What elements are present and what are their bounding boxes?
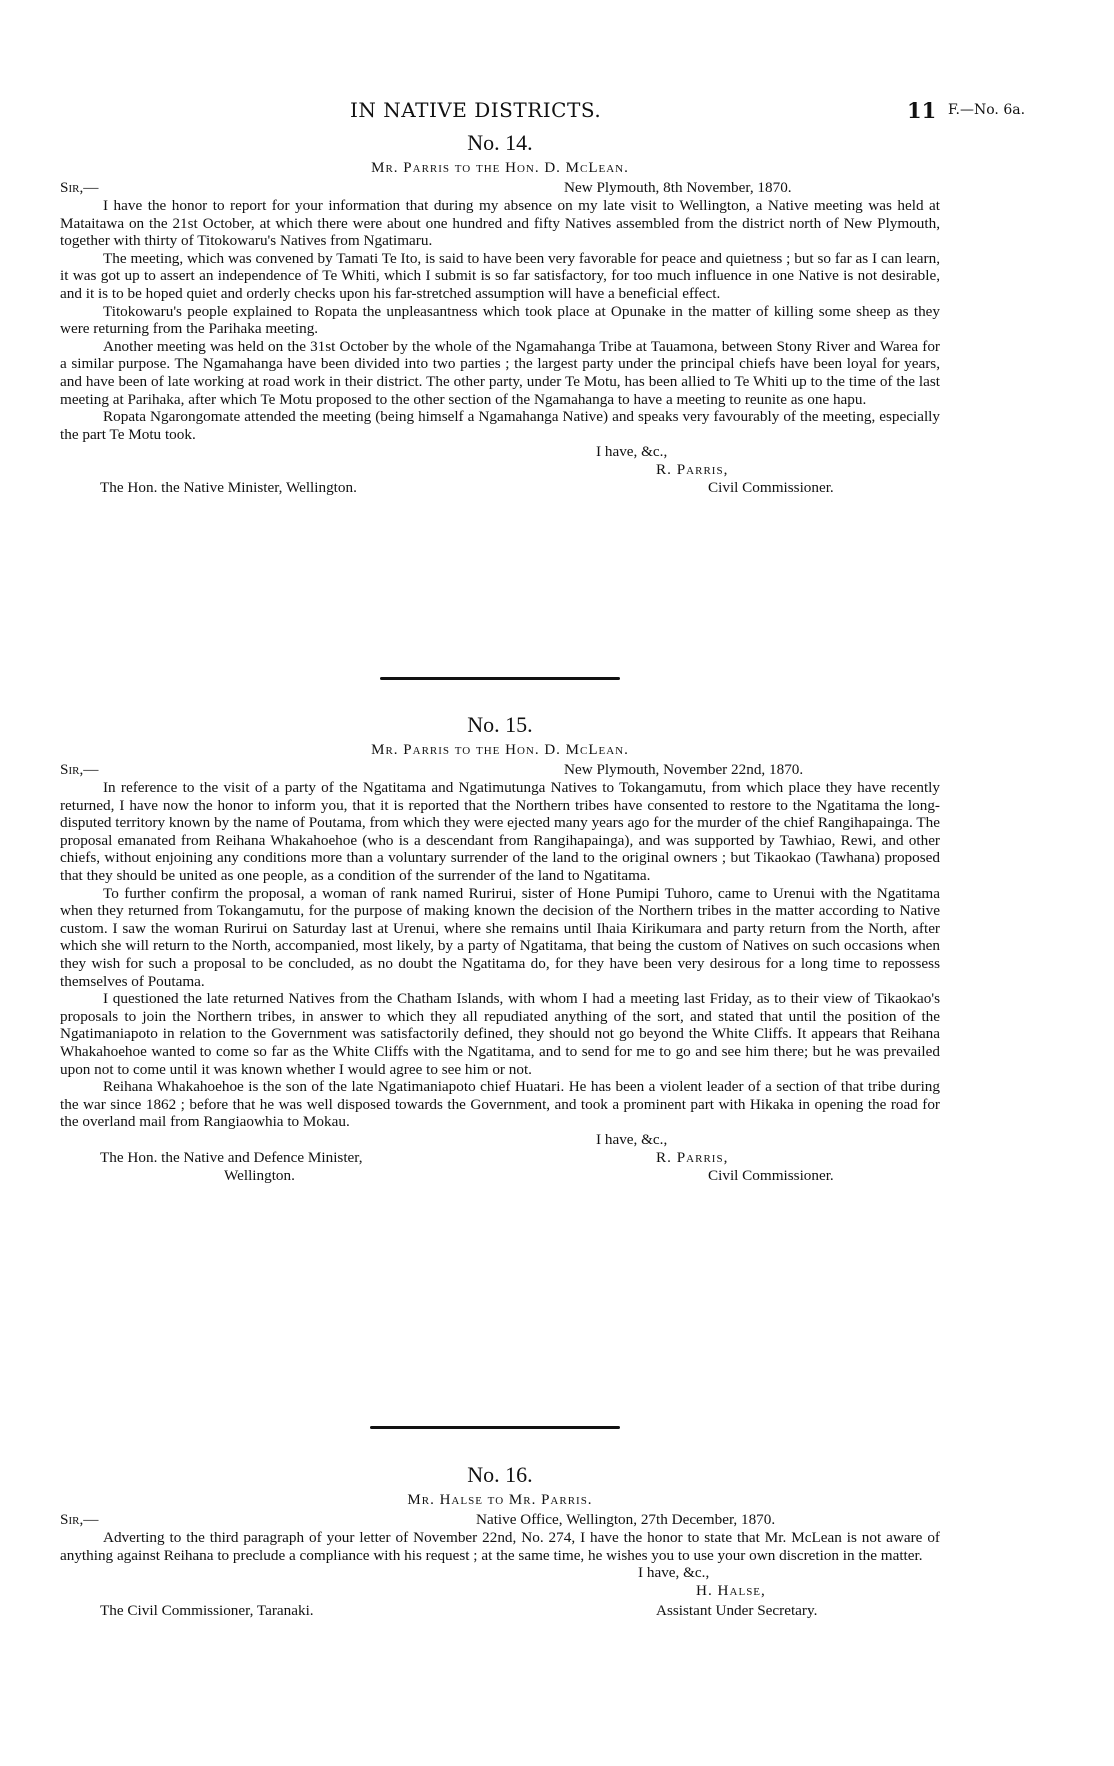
paragraph: I questioned the late returned Natives from the Chatham Islands, with whom I had a meeting last Friday, as to their view of Tikaokao's proposals to join the Northern tribes, in answer to which they all repudiated anything of the sort, and stated that until the position of the Ngatimaniapoto in relation to the Government was satisfactorily defined, they should not go beyond the White Cliffs. It appears that Reihana Whakahoehoe wanted to come so far as the White Cliffs with the Ngatitama, and to send for me to go and see him there; but he was prevailed upon not to come until it was known whether I would agree to see him or not. bbox=[60, 990, 940, 1078]
paragraph: Titokowaru's people explained to Ropata the unpleasantness which took place at Opunake in the matter of killing some sheep as they were returning from the Parihaka meeting. bbox=[60, 302, 940, 338]
dateline: New Plymouth, 8th November, 1870. bbox=[564, 179, 792, 196]
paragraph: I have the honor to report for your information that during my absence on my late visit to Wellington, a Native meeting was held at Mataitawa on the 21st October, at which there were about one hundred and fifty Natives assembled from the district north of New Plymouth, together with thirty of Titokowaru's Natives from Ngatimaru. bbox=[60, 197, 940, 250]
paragraph: Ropata Ngarongomate attended the meeting (being himself a Ngamahanga Native) and speaks very favourably of the meeting, especially the part Te Motu took. bbox=[60, 408, 940, 443]
closing: I have, &c., bbox=[596, 1130, 668, 1148]
salutation-line bbox=[60, 178, 940, 197]
letter-number: No. 15. bbox=[467, 712, 533, 737]
signature-block bbox=[60, 1564, 940, 1636]
closing: I have, &c., bbox=[596, 443, 668, 461]
salutation-line bbox=[60, 1510, 940, 1529]
salutation-line bbox=[60, 760, 940, 779]
salutation: Sir,— bbox=[60, 761, 99, 778]
paragraph: To further confirm the proposal, a woman of rank named Rurirui, sister of Hone Pumipi Tuhoro, came to Urenui with the Ngatitama when they returned from Tokangamutu, for the purpose of making known the decision of the Northern tribes in the matter according to Native custom. I saw the woman Rurirui on Saturday last at Urenui, where she remains until Ihaia Kirikumara and party return from the North, after which she will return to the North, accompanied, most likely, by a party of Ngatitama, that being the custom of Natives on such occasions when they wish for such a proposal to be concluded, as no doubt the Ngatitama do, for they have been very desirous for a long time to repossess themselves of Poutama. bbox=[60, 884, 940, 990]
dateline: Native Office, Wellington, 27th December, 1870. bbox=[476, 1511, 776, 1528]
signer-title: Civil Commissioner. bbox=[708, 479, 834, 497]
signer: R. Parris, bbox=[656, 461, 729, 479]
letter-body bbox=[60, 1529, 940, 1564]
addressee: The Hon. the Native Minister, Wellington. bbox=[100, 479, 357, 497]
paragraph: In reference to the visit of a party of the Ngatitama and Ngatimutunga Natives to Tokangamutu, from which place they have recently returned, I have now the honor to inform you, that it is reported that the Northern tribes have consented to restore to the Ngatitama the long-disputed territory known by the name of Poutama, from which they were ejected many years ago for the murder of the chief Rangihapainga. The proposal emanated from Reihana Whakahoehoe (who is a descendant from Rangihapainga), and was supported by Tawhiao, Rewi, and other chiefs, without enjoining any conditions more than a voluntary surrender of the land to the original owners ; but Tikaokao (Tawhana) proposed that they should be united as one people, as a condition of the surrender of the land to Ngatitama. bbox=[60, 779, 940, 884]
letter-heading: Mr. Parris to the Hon. D. McLean. bbox=[371, 160, 629, 176]
paragraph: Reihana Whakahoehoe is the son of the late Ngatimaniapoto chief Huatari. He has been a violent leader of a section of that tribe during the war since 1862 ; before that he was well disposed towards the Government, and took a prominent part with Hikaka in opening the road for the overland mail from Rangiaowhia to Mokau. bbox=[60, 1078, 940, 1131]
signer-title: Civil Commissioner. bbox=[708, 1166, 834, 1184]
letter-body bbox=[60, 197, 940, 443]
letter-number: No. 16. bbox=[467, 1462, 533, 1487]
letter-no-16 bbox=[60, 1460, 940, 1636]
salutation: Sir,— bbox=[60, 179, 99, 196]
paragraph: Adverting to the third paragraph of your letter of November 22nd, No. 274, I have the honor to state that Mr. McLean is not aware of anything against Reihana to preclude a compliance with his request ; at the same time, he wishes you to use your own discretion in the matter. bbox=[60, 1529, 940, 1564]
section-divider bbox=[370, 1426, 620, 1429]
letter-heading: Mr. Halse to Mr. Parris. bbox=[407, 1492, 593, 1508]
page-number: 11 bbox=[907, 98, 937, 123]
section-divider bbox=[380, 677, 620, 680]
letter-no-14 bbox=[60, 128, 940, 497]
closing: I have, &c., bbox=[638, 1564, 710, 1582]
letter-body bbox=[60, 779, 940, 1131]
signer-title: Assistant Under Secretary. bbox=[656, 1602, 818, 1620]
signer: H. Halse, bbox=[696, 1582, 766, 1600]
letter-heading: Mr. Parris to the Hon. D. McLean. bbox=[371, 742, 629, 758]
letter-number: No. 14. bbox=[467, 130, 533, 155]
signature-block bbox=[60, 443, 940, 497]
signer: R. Parris, bbox=[656, 1148, 729, 1166]
addressee-line-2: Wellington. bbox=[224, 1166, 295, 1184]
paragraph: The meeting, which was convened by Tamati Te Ito, is said to have been very favorable for peace and quietness ; but so far as I can learn, it was got up to assert an independence of Te Whiti, which I submit is so far satisfactory, for too much influence in one Native is not desirable, and it is to be hoped quiet and orderly checks upon his far-stretched assumption will have a beneficial effect. bbox=[60, 249, 940, 302]
salutation: Sir,— bbox=[60, 1511, 99, 1528]
letter-no-15 bbox=[60, 710, 940, 1185]
running-head bbox=[0, 98, 1114, 128]
addressee: The Civil Commissioner, Taranaki. bbox=[100, 1602, 314, 1620]
paragraph: Another meeting was held on the 31st October by the whole of the Ngamahanga Tribe at Tauamona, between Stony River and Warea for a similar purpose. The Ngamahanga have been divided into two parties ; the largest party under the principal chiefs have been loyal for years, and have been of late working at road work in their district. The other party, under Te Motu, has been allied to Te Whiti up to the time of the last meeting at Parihaka, after which Te Motu proposed to the other section of the Ngamahanga to have a meeting to reunite as one hapu. bbox=[60, 337, 940, 408]
page-title: IN NATIVE DISTRICTS. bbox=[350, 98, 602, 122]
addressee: The Hon. the Native and Defence Minister, bbox=[100, 1148, 363, 1166]
document-reference: F.—No. 6a. bbox=[948, 102, 1026, 118]
dateline: New Plymouth, November 22nd, 1870. bbox=[564, 761, 804, 778]
signature-block bbox=[60, 1131, 940, 1185]
